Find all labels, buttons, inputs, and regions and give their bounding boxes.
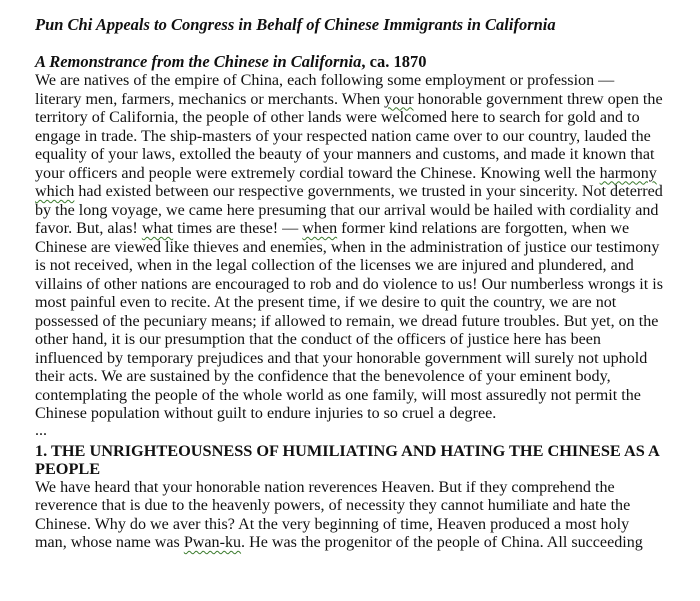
spellcheck-flagged-text: your xyxy=(384,90,414,108)
spellcheck-flagged-text: when xyxy=(302,220,338,237)
subtitle-italic: A Remonstrance from the Chinese in California xyxy=(35,52,362,71)
paragraph-section-1 xyxy=(35,479,663,553)
section-heading-1: 1. THE UNRIGHTEOUSNESS OF HUMILIATING AND HATING THE CHINESE AS A PEOPLE xyxy=(35,440,659,478)
paragraph-text-run: had existed between our respective governments, we trusted in your sincerity. Not deterred by the long voyage, we came here presuming that our arrival would be hailed with cordiality and favor. But, alas! xyxy=(35,183,663,237)
paragraph-text-run: We have heard that your honorable nation reverences Heaven. But if they comprehend the reverence that is due to the heavenly powers, of necessity they cannot humiliate and hate the Chinese. Why do we aver this? At the very beginning of time, Heaven produced a most holy man, whose name was xyxy=(35,478,631,551)
spellcheck-flagged-text: Pwan-ku xyxy=(183,534,242,551)
paragraph-text-run: We are natives of the empire of China, each following some employment or profession — literary men, farmers, mechanics or merchants. When xyxy=(35,72,615,108)
paragraph-text-run: honorable government threw open the territory of California, the people of other lands were welcomed here to search for gold and to engage in trade. The ship-masters of your respected nation came over to our country, lauded the equality of your laws, extolled the beauty of your manners and customs, and made it known that your officers and people were extremely cordial toward the Chinese. Knowing well the xyxy=(35,90,663,182)
document-subtitle xyxy=(35,52,663,72)
document-title: Pun Chi Appeals to Congress in Behalf of Chinese Immigrants in California xyxy=(35,15,556,34)
ellipsis: ... xyxy=(35,421,47,439)
paragraph-text-run: . He was the progenitor of the people of China. All succeeding xyxy=(241,534,643,551)
paragraph-remonstrance xyxy=(35,72,663,424)
paragraph-text-run: former kind relations are forgotten, when we Chinese are viewed like thieves and enemies, when in the administration of justice our testimony is not received, when in the legal collection of the licenses we are injured and plundered, and villains of other nations are encouraged to rob and do violence to us! Our numberless wrongs it is most painful even to recite. At the present time, if we desire to quit the country, we are not possessed of the pecuniary means; if allowed to remain, we dread future troubles. But yet, on the other hand, it is our presumption that the conduct of the officers of justice here has been influenced by temporary prejudices and that your honorable government will surely not uphold their acts. We are sustained by the confidence that the benevolence of your eminent body, contemplating the people of the whole world as one family, will most assuredly not permit the Chinese population without guilt to endure injuries to so cruel a degree. xyxy=(35,220,663,422)
spellcheck-flagged-text: harmony which xyxy=(35,164,657,200)
spellcheck-flagged-text: what xyxy=(141,220,174,237)
paragraph-text-run: times are these! — xyxy=(173,220,303,237)
document-page xyxy=(35,14,663,553)
subtitle-date: , ca. 1870 xyxy=(361,52,427,71)
